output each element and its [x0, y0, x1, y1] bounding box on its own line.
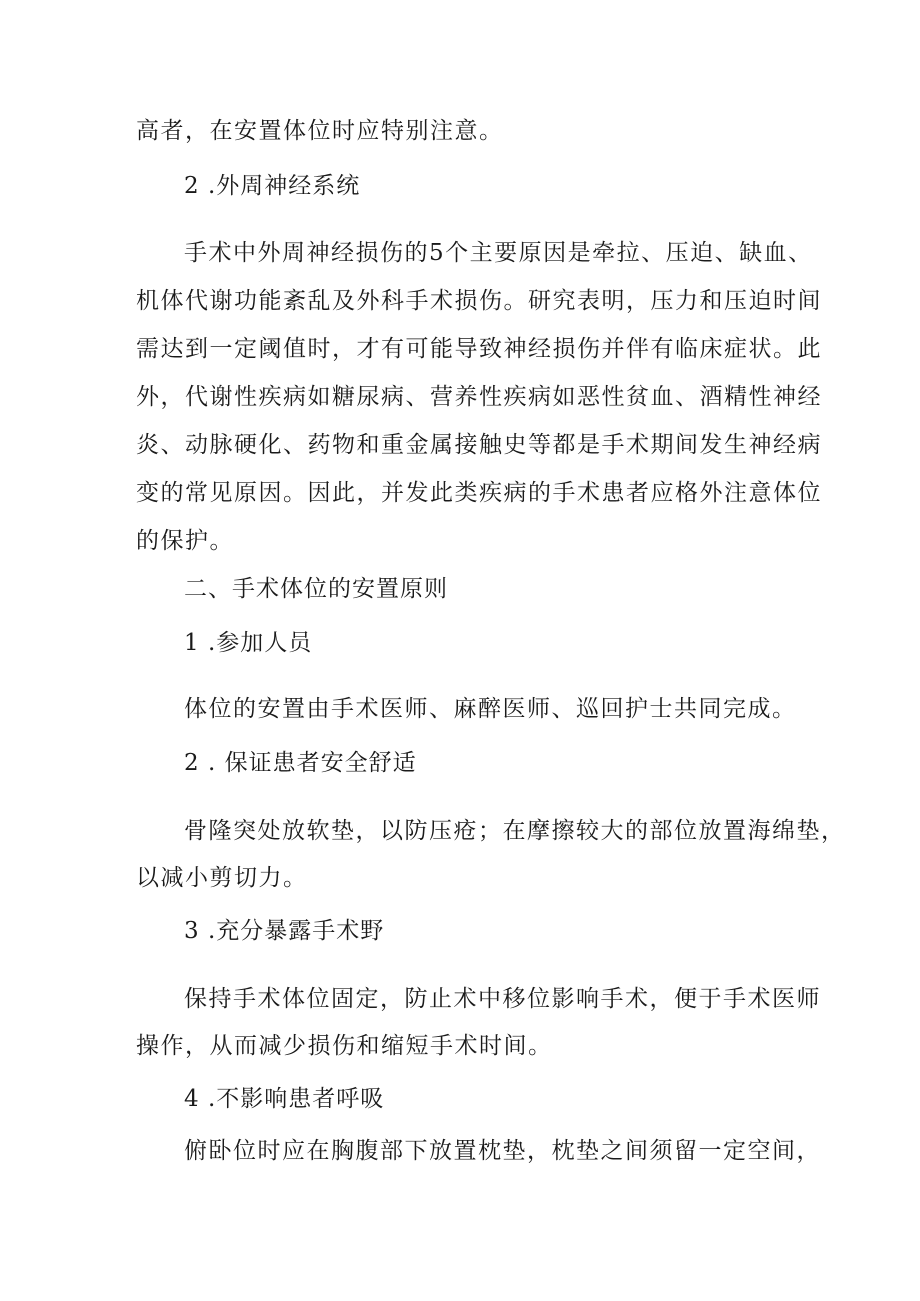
body-text-line: 以减小剪切力。	[136, 865, 308, 891]
body-text-line: 需达到一定阈值时，才有可能导致神经损伤并伴有临床症状。此	[136, 336, 822, 362]
subheading-patient-safety: 2 . 保证患者安全舒适	[184, 750, 417, 776]
section-heading-positioning-principles: 二、手术体位的安置原则	[184, 576, 448, 602]
subheading-breathing: 4 .不影响患者呼吸	[184, 1086, 385, 1112]
body-text-line: 高者，在安置体位时应特别注意。	[136, 118, 504, 144]
body-text-line: 炎、动脉硬化、药物和重金属接触史等都是手术期间发生神经病	[136, 432, 822, 458]
body-text-line: 外，代谢性疾病如糖尿病、营养性疾病如恶性贫血、酒精性神经	[136, 384, 822, 410]
body-text-line: 手术中外周神经损伤的5个主要原因是牵拉、压迫、缺血、	[184, 240, 813, 266]
body-text-line: 保持手术体位固定，防止术中移位影响手术，便于手术医师	[184, 986, 821, 1012]
body-text-line: 变的常见原因。因此，并发此类疾病的手术患者应格外注意体位	[136, 480, 822, 506]
body-text-line: 机体代谢功能紊乱及外科手术损伤。研究表明，压力和压迫时间	[136, 288, 822, 314]
body-text-line: 体位的安置由手术医师、麻醉医师、巡回护士共同完成。	[184, 696, 797, 722]
body-text-line: 的保护。	[136, 528, 234, 554]
body-text-line: 操作，从而减少损伤和缩短手术时间。	[136, 1033, 553, 1059]
subheading-surgical-field: 3 .充分暴露手术野	[184, 918, 385, 944]
subheading-peripheral-nerves: 2 .外周神经系统	[184, 173, 361, 199]
body-text-line: 俯卧位时应在胸腹部下放置枕垫，枕垫之间须留一定空间，	[184, 1138, 821, 1164]
body-text-line: 骨隆突处放软垫，以防压疮；在摩擦较大的部位放置海绵垫，	[184, 818, 846, 844]
subheading-participants: 1 .参加人员	[184, 630, 313, 656]
